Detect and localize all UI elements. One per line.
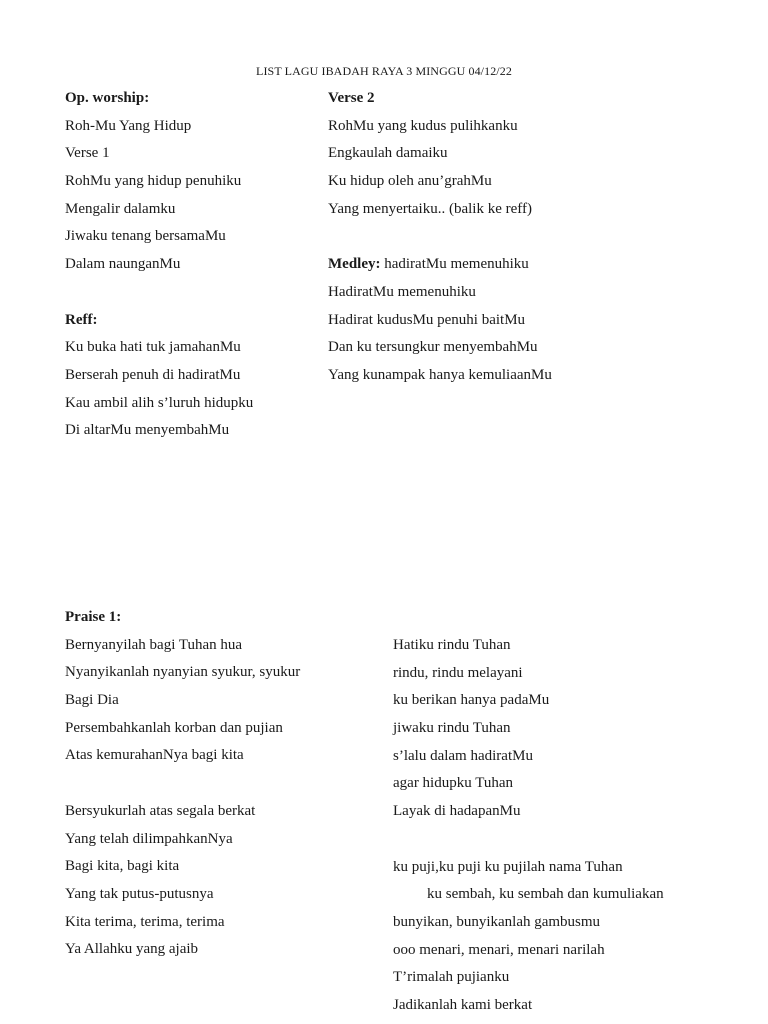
lyric-line: Berserah penuh di hadiratMu xyxy=(65,366,241,383)
lyric-line: Atas kemurahanNya bagi kita xyxy=(65,747,244,764)
lyric-line: T’rimalah pujianku xyxy=(393,969,510,986)
song-column-verse-2-medley xyxy=(328,85,552,390)
lyric-line: ooo menari, menari, menari narilah xyxy=(393,941,605,958)
lyric-line: Mengalir dalamku xyxy=(65,200,176,217)
blank-line xyxy=(65,770,300,798)
lyric-line: Jadikanlah kami berkat xyxy=(393,996,533,1013)
section-heading: Praise 1: xyxy=(65,609,122,625)
lyric-line: Bagi kita, bagi kita xyxy=(65,858,180,875)
lyric-line xyxy=(328,251,552,279)
song-column-praise-1 xyxy=(65,604,300,964)
lyric-line: Yang tak putus-putusnya xyxy=(65,885,214,902)
blank-line xyxy=(393,826,664,854)
section-heading: Reff: xyxy=(65,311,98,328)
lyric-text: hadiratMu memenuhiku xyxy=(380,256,529,273)
lyric-line: Bagi Dia xyxy=(65,692,119,709)
lyric-line: Ku buka hati tuk jamahanMu xyxy=(65,339,241,356)
lyric-line: Nyanyikanlah nyanyian syukur, syukur xyxy=(65,664,301,681)
lyric-line: Persembahkanlah korban dan pujian xyxy=(65,719,283,736)
lyric-line: Dalam naunganMu xyxy=(65,256,181,273)
lyric-line: Layak di hadapanMu xyxy=(393,803,521,820)
lyric-line: Bernyanyilah bagi Tuhan hua xyxy=(65,636,243,653)
lyric-line: Di altarMu menyembahMu xyxy=(65,422,230,439)
document-title: LIST LAGU IBADAH RAYA 3 MINGGU 04/12/22 xyxy=(256,64,512,78)
lyric-line: Yang kunampak hanya kemuliaanMu xyxy=(328,366,552,383)
lyric-line: Verse 1 xyxy=(65,145,110,162)
song-column-opening-worship xyxy=(65,85,253,445)
section-label: Medley: xyxy=(328,256,381,273)
lyric-line: Roh-Mu Yang Hidup xyxy=(65,117,192,134)
song-column-praise-1-continued xyxy=(393,632,664,1020)
lyric-line: ku puji,ku puji ku pujilah nama Tuhan xyxy=(393,858,623,875)
blank-line xyxy=(328,223,552,251)
lyric-line: bunyikan, bunyikanlah gambusmu xyxy=(393,913,601,930)
lyric-line: ku berikan hanya padaMu xyxy=(393,692,550,709)
lyric-line: rindu, rindu melayani xyxy=(393,664,523,681)
section-heading: Verse 2 xyxy=(328,90,375,106)
lyric-line: ku sembah, ku sembah dan kumuliakan xyxy=(427,886,664,903)
lyric-line: RohMu yang hidup penuhiku xyxy=(65,173,242,190)
lyric-line: s’lalu dalam hadiratMu xyxy=(393,747,533,764)
lyric-line: Ku hidup oleh anu’grahMu xyxy=(328,173,492,190)
lyric-line: agar hidupku Tuhan xyxy=(393,775,513,792)
section-heading: Op. worship: xyxy=(65,90,150,106)
lyric-line: Hadirat kudusMu penuhi baitMu xyxy=(328,311,526,328)
lyric-line: HadiratMu memenuhiku xyxy=(328,283,476,300)
lyric-line: jiwaku rindu Tuhan xyxy=(393,720,511,737)
lyric-line: Dan ku tersungkur menyembahMu xyxy=(328,339,538,356)
lyric-line: Engkaulah damaiku xyxy=(328,145,448,162)
lyric-line: RohMu yang kudus pulihkanku xyxy=(328,117,518,134)
lyric-line: Jiwaku tenang bersamaMu xyxy=(65,228,226,245)
blank-line xyxy=(65,279,253,307)
lyric-line: Kita terima, terima, terima xyxy=(65,913,225,930)
lyric-line: Kau ambil alih s’luruh hidupku xyxy=(65,394,254,411)
lyric-line: Ya Allahku yang ajaib xyxy=(65,941,199,958)
lyric-line: Hatiku rindu Tuhan xyxy=(393,637,511,653)
lyric-line: Yang telah dilimpahkanNya xyxy=(65,830,233,847)
lyric-line: Bersyukurlah atas segala berkat xyxy=(65,802,256,819)
lyric-line: Yang menyertaiku.. (balik ke reff) xyxy=(328,200,532,217)
